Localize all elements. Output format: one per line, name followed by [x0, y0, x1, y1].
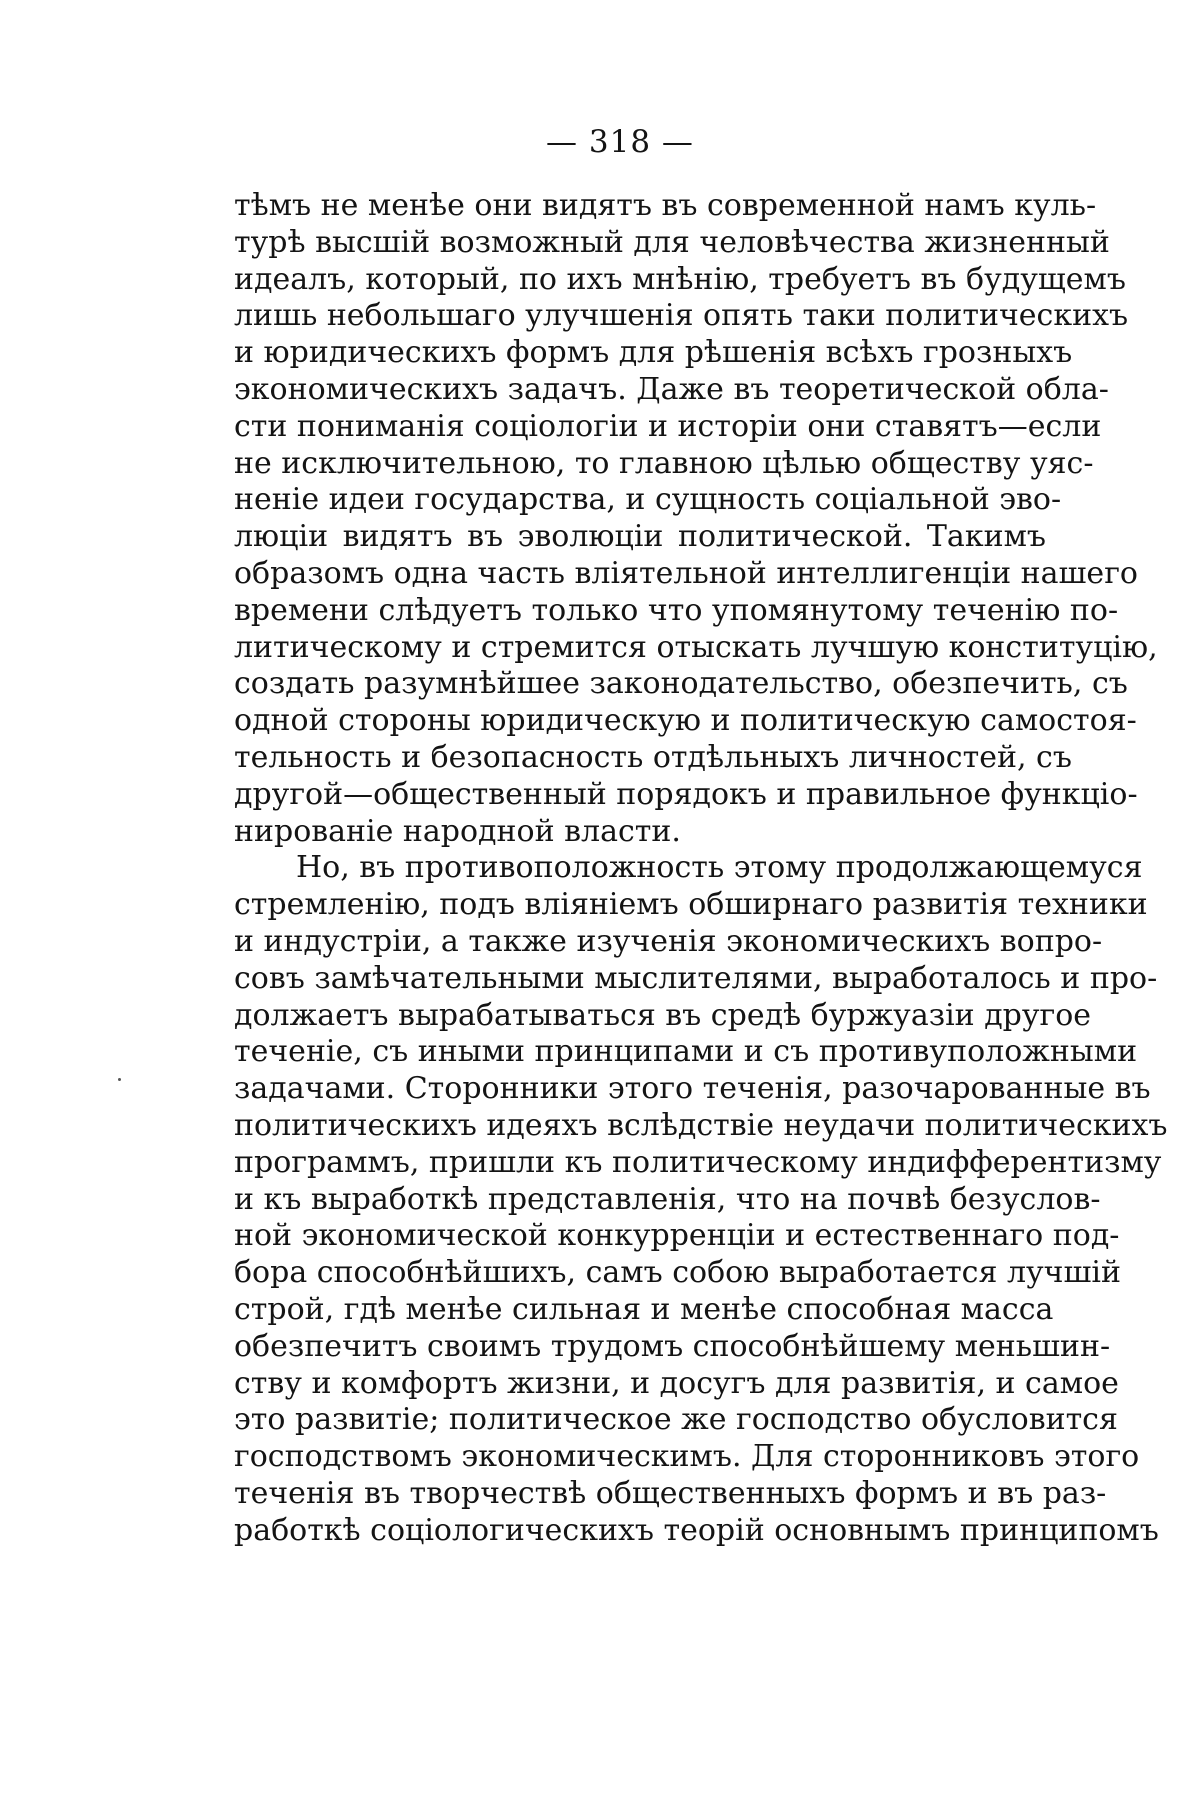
margin-speck: [118, 1078, 121, 1081]
text-line: ной экономической конкурренціи и естественнаго под-: [234, 1218, 1120, 1254]
text-line: строй, гдѣ менѣе сильная и менѣе способная масса: [234, 1291, 1054, 1327]
page-number: — 318 —: [546, 124, 694, 160]
text-line: это развитіе; политическое же господство обусловится: [234, 1402, 1118, 1438]
text-line: задачами. Сторонники этого теченія, разочарованные въ: [234, 1071, 1151, 1107]
text-line: неніе идеи государства, и сущность соціальной эво-: [234, 482, 1062, 518]
text-line: идеалъ, который, по ихъ мнѣнію, требуетъ въ будущемъ: [234, 261, 1126, 297]
text-line: литическому и стремится отыскать лучшую конституцію,: [234, 629, 1158, 665]
text-line: теченія въ творчествѣ общественныхъ формъ и въ раз-: [234, 1475, 1107, 1511]
text-line: тѣмъ не менѣе они видятъ въ современной намъ куль-: [234, 188, 1097, 223]
body-text: [234, 188, 1168, 1549]
text-line: работкѣ соціологическихъ теорій основнымъ принципомъ: [234, 1512, 1159, 1548]
text-line: теченіе, съ иными принципами и съ противуположными: [234, 1034, 1138, 1070]
text-line: сти пониманія соціологіи и исторіи они ставятъ—если: [234, 408, 1102, 444]
text-line: экономическихъ задачъ. Даже въ теоретической обла-: [234, 371, 1109, 407]
text-line: одной стороны юридическую и политическую самостоя-: [234, 703, 1137, 739]
text-line: и индустріи, а также изученія экономическихъ вопро-: [234, 923, 1103, 959]
text-line: не исключительною, то главною цѣлью обществу уяс-: [234, 445, 1094, 481]
text-line: турѣ высшій возможный для человѣчества жизненный: [234, 224, 1110, 260]
text-line: создать разумнѣйшее законодательство, обезпечить, съ: [234, 666, 1128, 702]
text-line: политическихъ идеяхъ вслѣдствіе неудачи политическихъ: [234, 1107, 1168, 1143]
text-line: нированіе народной власти.: [234, 813, 681, 849]
text-line: Но, въ противоположность этому продолжающемуся: [296, 850, 1143, 886]
text-line: люціи видятъ въ эволюціи политической. Такимъ: [234, 519, 1046, 555]
text-line: обезпечитъ своимъ трудомъ способнѣйшему меньшин-: [234, 1328, 1111, 1364]
text-line: тельность и безопасность отдѣльныхъ личностей, съ: [234, 739, 1072, 775]
text-line: бора способнѣйшихъ, самъ собою выработается лучшій: [234, 1255, 1121, 1291]
text-line: господствомъ экономическимъ. Для сторонниковъ этого: [234, 1439, 1140, 1475]
text-line: лишь небольшаго улучшенія опять таки политическихъ: [234, 298, 1129, 334]
text-line: образомъ одна часть вліятельной интеллигенціи нашего: [234, 555, 1138, 591]
text-line: другой—общественный порядокъ и правильное функціо-: [234, 776, 1138, 812]
text-line: совъ замѣчательными мыслителями, выработалось и про-: [234, 960, 1158, 996]
text-line: должаетъ вырабатываться въ средѣ буржуазіи другое: [234, 997, 1092, 1033]
text-line: и юридическихъ формъ для рѣшенія всѣхъ грозныхъ: [234, 335, 1073, 371]
text-line: программъ, пришли къ политическому индифферентизму: [234, 1144, 1162, 1180]
text-line: стремленію, подъ вліяніемъ обширнаго развитія техники: [234, 887, 1148, 923]
text-line: ству и комфортъ жизни, и досугъ для развитія, и самое: [234, 1365, 1119, 1401]
text-line: времени слѣдуетъ только что упомянутому теченію по-: [234, 592, 1119, 628]
text-line: и къ выработкѣ представленія, что на почвѣ безуслов-: [234, 1181, 1101, 1217]
